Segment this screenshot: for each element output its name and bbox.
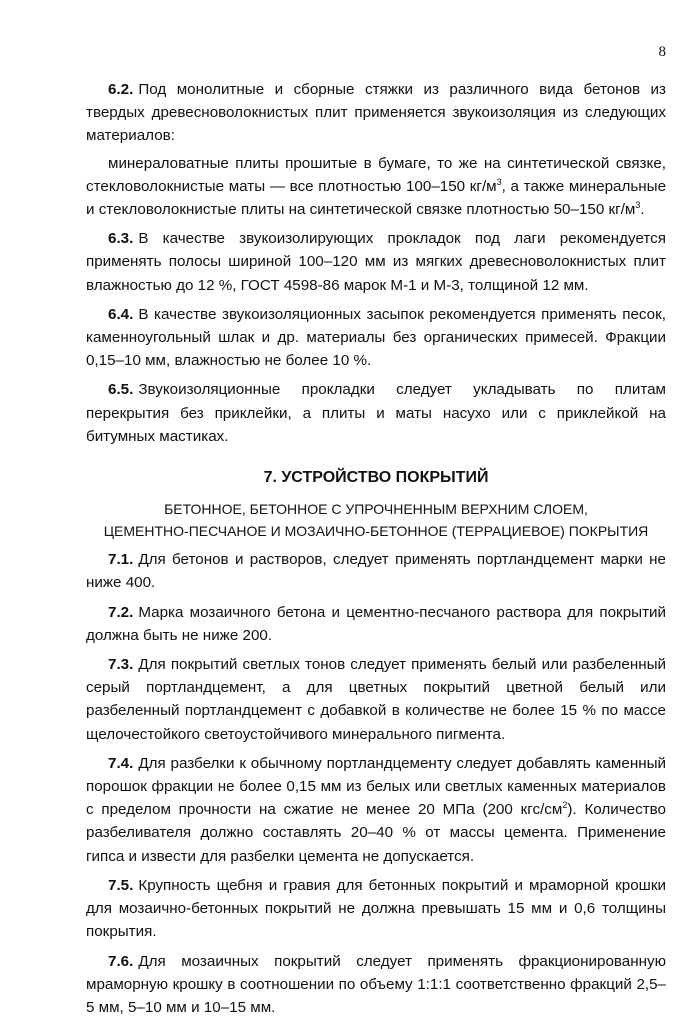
paragraph-text: Для бетонов и растворов, следует применять портландцемент марки не ниже 400. bbox=[86, 551, 666, 592]
paragraph-7-3 bbox=[86, 653, 666, 746]
paragraph-6-3 bbox=[86, 227, 666, 297]
paragraph-text: минераловатные плиты прошитые в бумаге, то же на синтетической связке, стекловолокнистые маты — все плотностью 100–150 кг/м bbox=[86, 154, 666, 195]
superscript: 3 bbox=[496, 176, 502, 187]
superscript: 2 bbox=[562, 800, 568, 811]
clause-number: 7.2. bbox=[108, 603, 134, 621]
document-body bbox=[86, 78, 666, 1025]
paragraph-text: Звукоизоляционные прокладки следует укладывать по плитам перекрытия без приклейки, а плиты и маты насухо или с приклейкой на битумных мастиках. bbox=[86, 381, 666, 445]
paragraph-7-1 bbox=[86, 548, 666, 594]
paragraph-text: Марка мозаичного бетона и цементно-песчаного раствора для покрытий должна быть не ниже 200. bbox=[86, 603, 666, 644]
clause-number: 7.6. bbox=[108, 952, 134, 970]
paragraph-text: Под монолитные и сборные стяжки из различного вида бетонов из твердых древесноволокнистых плит применяется звукоизоляция из следующих материалов: bbox=[86, 81, 666, 145]
paragraph-6-4 bbox=[86, 303, 666, 373]
clause-number: 6.4. bbox=[108, 305, 134, 323]
paragraph-6-5 bbox=[86, 378, 666, 448]
clause-number: 6.5. bbox=[108, 381, 134, 399]
subheading-line: ЦЕМЕНТНО-ПЕСЧАНОЕ И МОЗАИЧНО-БЕТОННОЕ (ТЕРРАЦИЕВОЕ) ПОКРЫТИЯ bbox=[103, 523, 649, 540]
paragraph-text: Для мозаичных покрытий следует применять фракционированную мраморную крошку в соотношении по объему 1:1:1 соответственно фракций 2,5–5 мм, 5–10 мм и 10–15 мм. bbox=[86, 952, 666, 1016]
paragraph-text: , а также минеральные и стекловолокнистые плиты на синтетической связке плотностью 50–150 кг/м bbox=[86, 177, 667, 219]
section-heading: 7. УСТРОЙСТВО ПОКРЫТИЙ bbox=[263, 469, 489, 487]
paragraph-7-5 bbox=[86, 874, 666, 944]
paragraph-text: ). Количество разбеливателя должно составлять 20–40 % от массы цемента. Применение гипса и извести для разбелки цемента не допускается. bbox=[86, 801, 667, 865]
paragraph-text: Для покрытий светлых тонов следует применять белый или разбеленный серый портландцемент, а для цветных покрытий цветной белый или разбеленный портландцемент с добавкой в количестве не более 15 % по массе щелочестойкого светоустойчивого минерального пигмента. bbox=[86, 656, 666, 743]
paragraph-text: Крупность щебня и гравия для бетонных покрытий и мраморной крошки для мозаично-бетонных покрытий не должна превышать 15 мм и 0,6 толщины покрытия. bbox=[86, 876, 666, 941]
subheading-line: БЕТОННОЕ, БЕТОННОЕ С УПРОЧНЕННЫМ ВЕРХНИМ СЛОЕМ, bbox=[164, 501, 588, 518]
section-subheading bbox=[86, 498, 666, 542]
paragraph-text: В качестве звукоизолирующих прокладок под лаги рекомендуется применять полосы шириной 100–120 мм из мягких древесноволокнистых плит влажностью до 12 %, ГОСТ 4598-86 марок М-1 и М-3, толщиной 12 мм. bbox=[86, 230, 666, 294]
paragraph-text: . bbox=[640, 201, 645, 219]
clause-number: 6.3. bbox=[108, 230, 134, 248]
superscript: 3 bbox=[635, 199, 641, 210]
clause-number: 7.5. bbox=[108, 876, 134, 894]
clause-number: 7.3. bbox=[108, 656, 134, 674]
clause-number: 6.2. bbox=[108, 81, 134, 98]
clause-number: 7.4. bbox=[108, 754, 134, 772]
paragraph-6-2 bbox=[86, 78, 666, 148]
paragraph-text: В качестве звукоизоляционных засыпок рекомендуется применять песок, каменноугольный шлак и др. материалы без органических примесей. Фракции 0,15–10 мм, влажностью не более 10 %. bbox=[86, 305, 666, 370]
page-number: 8 bbox=[658, 44, 666, 60]
clause-number: 7.1. bbox=[108, 551, 134, 569]
paragraph-text: Для разбелки к обычному портландцементу следует добавлять каменный порошок фракции не более 0,15 мм из белых или светлых каменных материалов с пределом прочности на сжатие не менее 20 МПа (200 кгс/см bbox=[86, 754, 666, 819]
paragraph-7-4 bbox=[86, 752, 666, 868]
paragraph-6-2-materials bbox=[86, 152, 666, 222]
paragraph-7-2 bbox=[86, 601, 666, 647]
paragraph-7-6 bbox=[86, 950, 666, 1020]
